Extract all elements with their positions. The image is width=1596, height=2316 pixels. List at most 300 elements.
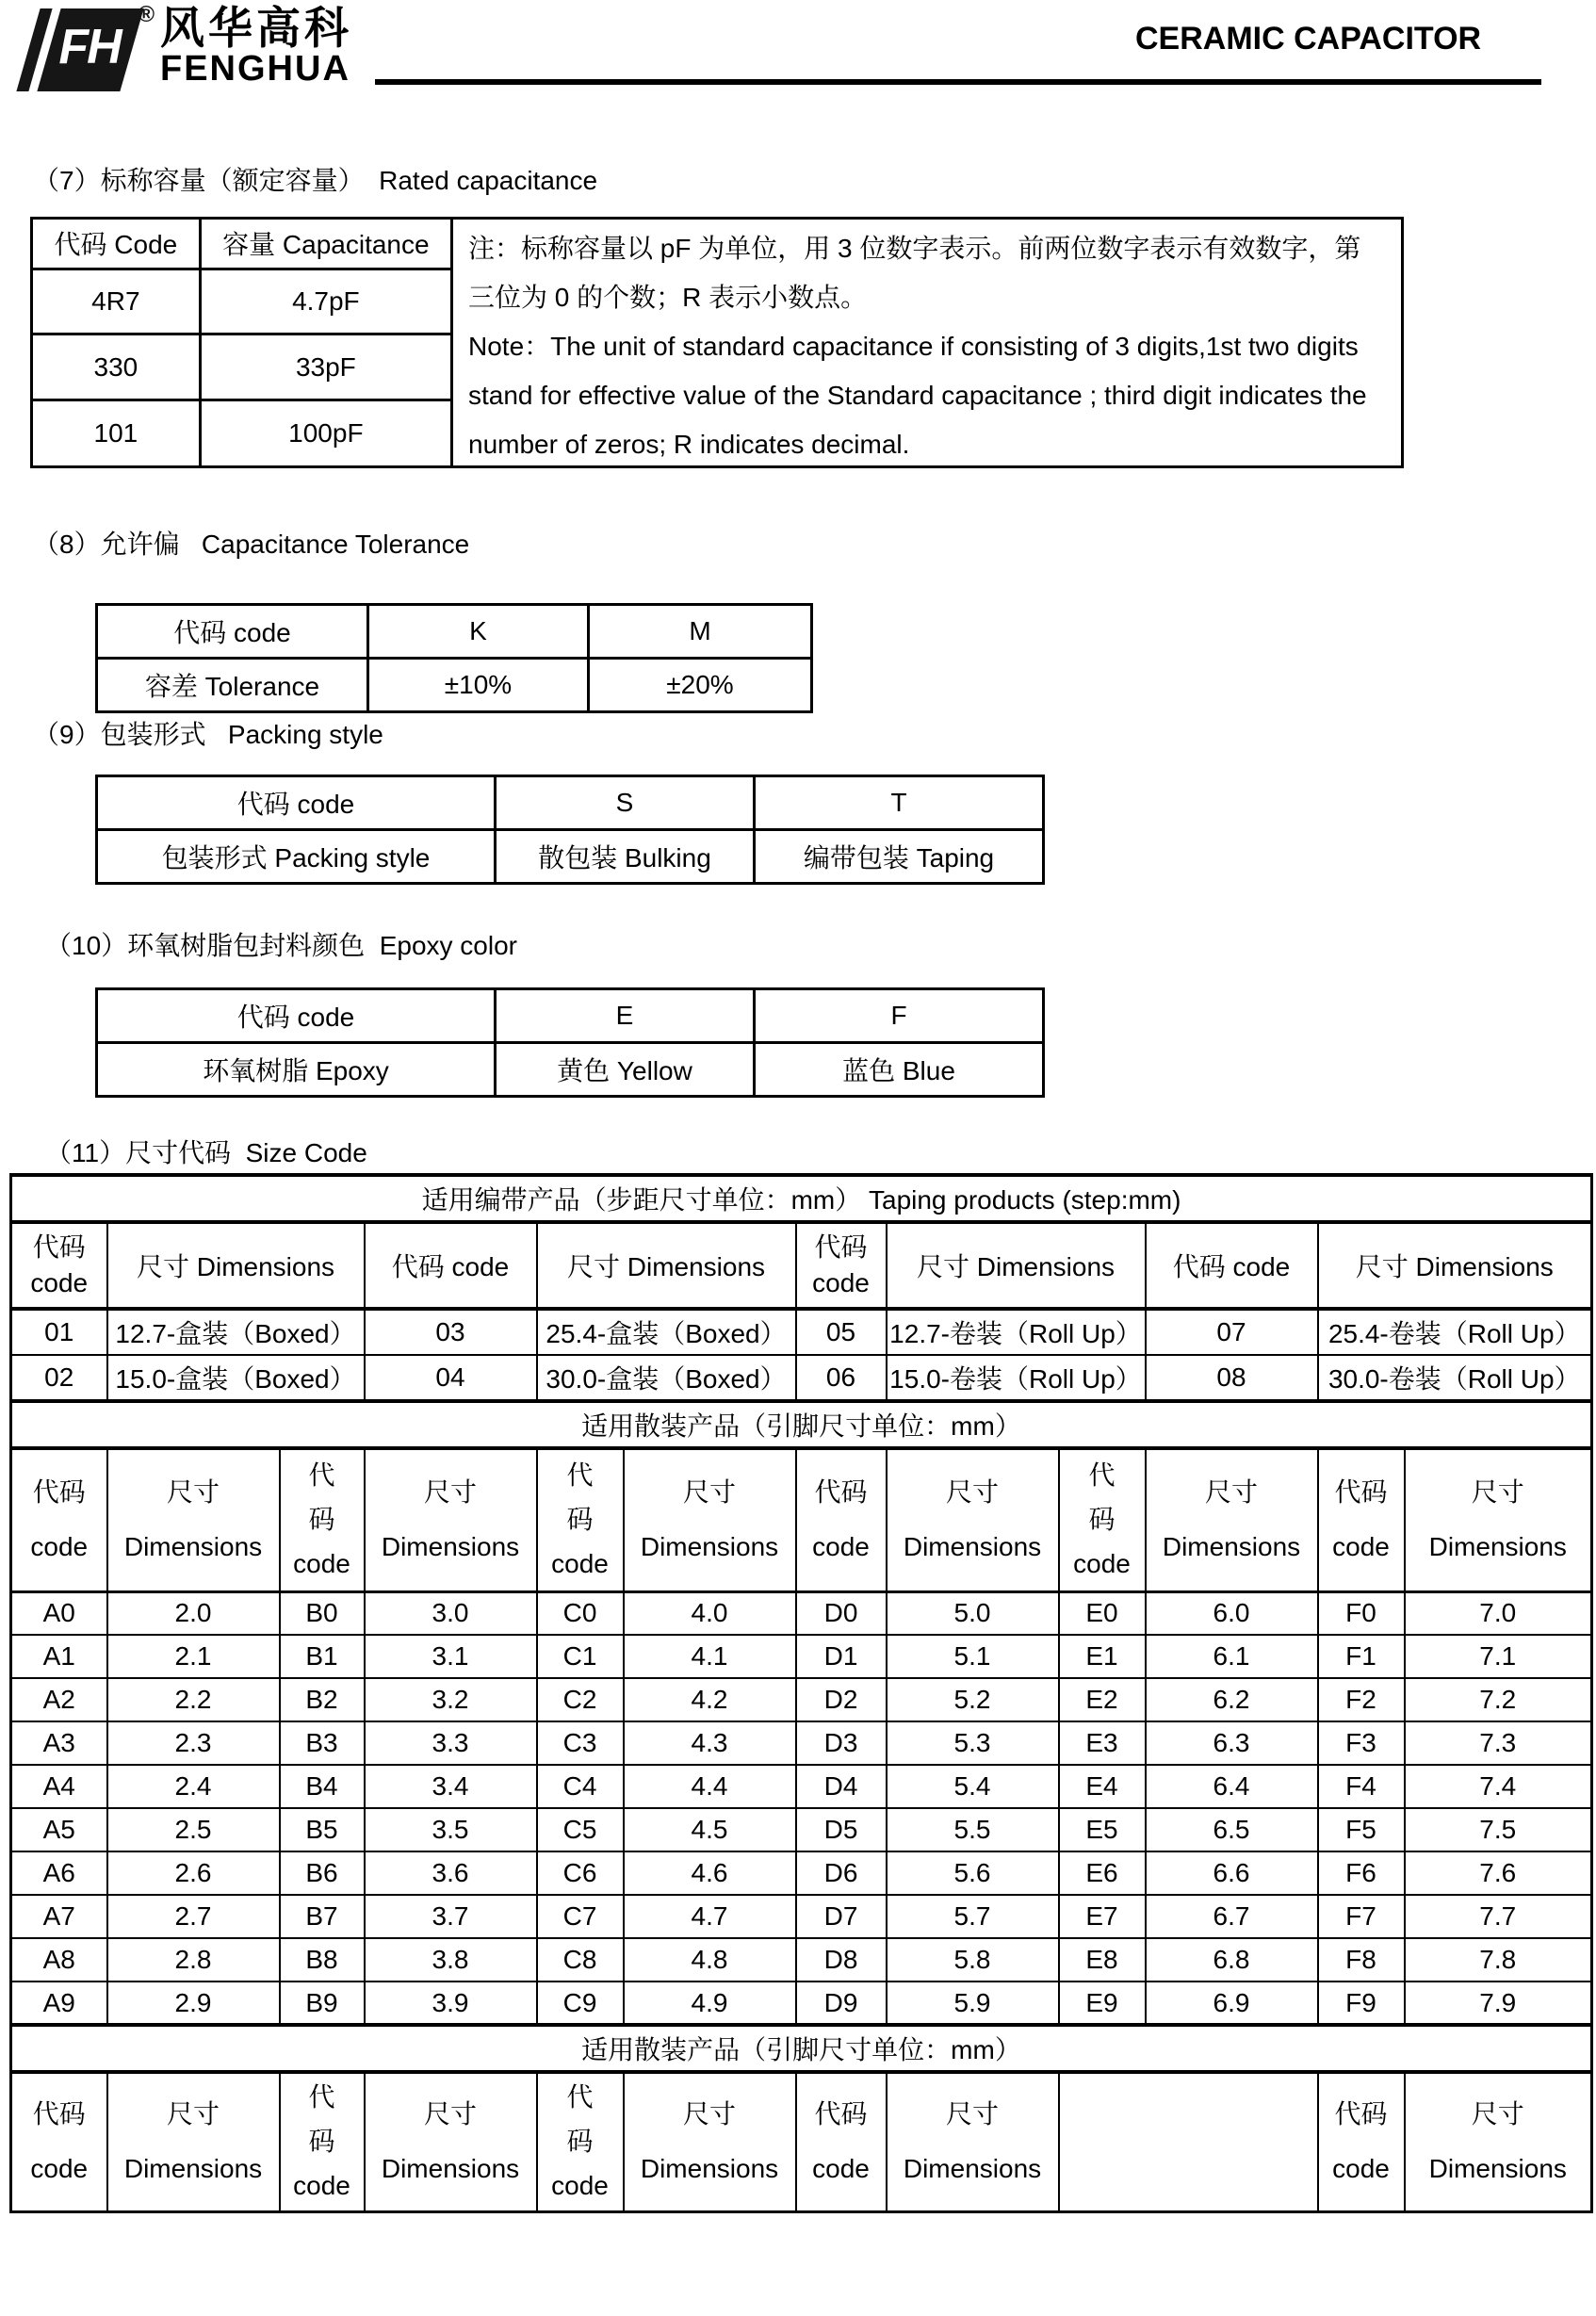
size-dimension-cell: 7.5 — [1405, 1808, 1592, 1851]
col-header-dim-cn: 尺寸 — [166, 1477, 220, 1508]
size-dimension-cell: 6.5 — [1146, 1808, 1318, 1851]
code-cell: 330 — [33, 334, 200, 400]
col-header-code-cn: 代码 — [814, 1231, 868, 1262]
size-code-cell: F8 — [1318, 1938, 1405, 1982]
col-header-code-en: code — [1332, 2154, 1390, 2184]
size-code-cell: D2 — [796, 1678, 887, 1721]
value-cell: 编带包装 Taping — [755, 830, 1044, 884]
row-label-cell: 代码 code — [97, 776, 496, 830]
col-header-dim-en: Dimensions — [903, 1532, 1042, 1562]
column-header-code: 代码 Code — [33, 220, 200, 269]
size-code-cell: C1 — [537, 1635, 624, 1678]
row-label-cell: 代码 code — [97, 605, 368, 659]
size-code-cell: E8 — [1059, 1938, 1146, 1982]
size-code-cell: E3 — [1059, 1721, 1146, 1765]
size-code-cell: D1 — [796, 1635, 887, 1678]
bulk-header-row — [11, 1448, 1592, 1591]
col-header-dim-en: Dimensions — [1428, 1532, 1567, 1562]
size-dimension-cell: 3.9 — [365, 1982, 537, 2025]
capacitance-cell: 33pF — [200, 334, 451, 400]
taping-section-title-row — [11, 1175, 1592, 1222]
size-code-cell: D3 — [796, 1721, 887, 1765]
logo-fh-monogram: FH — [58, 20, 121, 74]
col-header-dim-cn: 尺寸 — [1204, 1477, 1258, 1508]
size-dimension-cell: 7.1 — [1405, 1635, 1592, 1678]
col-header-dim-en: Dimensions — [1428, 2154, 1567, 2184]
value-cell: 黄色 Yellow — [496, 1043, 755, 1097]
size-code-cell: A3 — [11, 1721, 107, 1765]
size-dimension-cell: 6.6 — [1146, 1851, 1318, 1895]
col-header-code-cn: 代 — [308, 1460, 335, 1490]
section-7-heading: （7）标称容量（额定容量） Rated capacitance — [33, 166, 598, 195]
code-cell: 101 — [33, 400, 200, 465]
col-header-code-cn: 码 — [1088, 1505, 1116, 1535]
col-header-code — [537, 2072, 624, 2211]
size-dimension-cell: 7.3 — [1405, 1721, 1592, 1765]
col-header-code — [796, 2072, 887, 2211]
col-header-code-en: code — [1332, 1532, 1390, 1562]
col-header-dim-en: Dimensions — [123, 1532, 263, 1562]
size-dimension-cell: 4.2 — [624, 1678, 796, 1721]
col-header-dimensions — [624, 2072, 796, 2211]
size-code-cell: B0 — [280, 1591, 365, 1635]
taping-dimensions-cell: 30.0-盒装（Boxed） — [537, 1355, 796, 1401]
col-header-code-cn: 代 — [308, 2081, 335, 2112]
col-header-code-cn: 代码 — [32, 1231, 86, 1262]
size-code-cell: F0 — [1318, 1591, 1405, 1635]
size-code-cell: C8 — [537, 1938, 624, 1982]
taping-dimensions-cell: 25.4-盒装（Boxed） — [537, 1309, 796, 1355]
bulk-section-2-title-row — [11, 2025, 1592, 2072]
fenghua-logo-icon — [26, 2, 155, 92]
size-code-cell: C6 — [537, 1851, 624, 1895]
table-row — [97, 776, 1044, 830]
row-label-cell: 容差 Tolerance — [97, 659, 368, 712]
size-code-cell: B8 — [280, 1938, 365, 1982]
col-header-code — [11, 2072, 107, 2211]
size-code-row — [11, 1678, 1592, 1721]
col-header-dim-cn: 尺寸 — [945, 1477, 999, 1508]
col-header-dim-cn: 尺寸 — [1471, 2099, 1524, 2129]
size-code-cell: E7 — [1059, 1895, 1146, 1938]
size-code-cell: A8 — [11, 1938, 107, 1982]
size-dimension-cell: 5.5 — [887, 1808, 1059, 1851]
table-row — [33, 269, 452, 334]
col-header-dimensions: 尺寸 Dimensions — [107, 1222, 365, 1309]
col-header-code-cn: 码 — [308, 1505, 335, 1535]
size-code-cell: E0 — [1059, 1591, 1146, 1635]
size-code-cell: B3 — [280, 1721, 365, 1765]
col-header-dimensions — [624, 1448, 796, 1591]
size-code-row — [11, 1591, 1592, 1635]
value-cell: M — [589, 605, 812, 659]
size-code-cell: B6 — [280, 1851, 365, 1895]
col-header-code — [280, 1448, 365, 1591]
size-dimension-cell: 3.3 — [365, 1721, 537, 1765]
size-dimension-cell: 4.6 — [624, 1851, 796, 1895]
size-dimension-cell: 2.7 — [107, 1895, 280, 1938]
size-code-cell: E2 — [1059, 1678, 1146, 1721]
rated-capacitance-grid — [33, 220, 453, 465]
col-header-dimensions: 尺寸 Dimensions — [1318, 1222, 1592, 1309]
note-text-cn: 注：标称容量以 pF 为单位，用 3 位数字表示。前两位数字表示有效数字，第三位为 0 的个数；R 表示小数点。 — [468, 234, 1361, 312]
size-code-cell: D4 — [796, 1765, 887, 1808]
col-header-dimensions — [365, 2072, 537, 2211]
col-header-code-en: code — [812, 2154, 870, 2184]
col-header-dim-cn: 尺寸 — [1471, 1477, 1524, 1508]
col-header-code-cn: 代码 — [32, 1477, 86, 1508]
col-header-dim-en: Dimensions — [903, 2154, 1042, 2184]
size-dimension-cell: 3.4 — [365, 1765, 537, 1808]
size-code-row — [11, 1808, 1592, 1851]
size-dimension-cell: 2.9 — [107, 1982, 280, 2025]
size-code-cell: A2 — [11, 1678, 107, 1721]
col-header-dimensions: 尺寸 Dimensions — [537, 1222, 796, 1309]
bulk-section-title-row — [11, 1401, 1592, 1448]
col-header-dim-cn: 尺寸 — [423, 2099, 477, 2129]
col-header-code — [1059, 1448, 1146, 1591]
table-row — [97, 605, 812, 659]
row-label-cell: 代码 code — [97, 989, 496, 1043]
size-dimension-cell: 3.2 — [365, 1678, 537, 1721]
col-header-code-cn: 代码 — [814, 1477, 868, 1508]
taping-dimensions-cell: 25.4-卷装（Roll Up） — [1318, 1309, 1592, 1355]
size-dimension-cell: 6.4 — [1146, 1765, 1318, 1808]
col-header-dimensions — [1405, 1448, 1592, 1591]
size-dimension-cell: 7.4 — [1405, 1765, 1592, 1808]
row-label-cell: 环氧树脂 Epoxy — [97, 1043, 496, 1097]
size-dimension-cell: 5.4 — [887, 1765, 1059, 1808]
size-code-cell: F2 — [1318, 1678, 1405, 1721]
col-header-code — [537, 1448, 624, 1591]
size-code-cell: A4 — [11, 1765, 107, 1808]
table-row — [97, 989, 1044, 1043]
packing-style-table — [95, 775, 1045, 885]
size-code-cell: B1 — [280, 1635, 365, 1678]
size-code-row — [11, 1635, 1592, 1678]
size-dimension-cell: 2.3 — [107, 1721, 280, 1765]
table-header-row — [33, 220, 452, 269]
table-row — [33, 400, 452, 465]
size-code-cell: D6 — [796, 1851, 887, 1895]
bulk-section-title: 适用散装产品（引脚尺寸单位：mm） — [11, 1401, 1592, 1448]
size-dimension-cell: 7.2 — [1405, 1678, 1592, 1721]
taping-dimensions-cell: 15.0-卷装（Roll Up） — [887, 1355, 1146, 1401]
size-code-cell: F6 — [1318, 1851, 1405, 1895]
col-header-code-cn: 代码 — [32, 2099, 86, 2129]
size-dimension-cell: 4.9 — [624, 1982, 796, 2025]
size-dimension-cell: 7.7 — [1405, 1895, 1592, 1938]
size-dimension-cell: 3.6 — [365, 1851, 537, 1895]
size-dimension-cell: 4.1 — [624, 1635, 796, 1678]
size-code-row — [11, 1765, 1592, 1808]
empty-header-cell — [1059, 2072, 1318, 2211]
col-header-code-cn: 代 — [566, 2081, 594, 2112]
col-header-dimensions — [887, 2072, 1059, 2211]
size-code-cell: C5 — [537, 1808, 624, 1851]
size-dimension-cell: 2.0 — [107, 1591, 280, 1635]
capacitance-note — [453, 220, 1401, 465]
col-header-code-en: code — [812, 1268, 870, 1297]
col-header-dim-cn: 尺寸 — [682, 1477, 736, 1508]
value-cell: T — [755, 776, 1044, 830]
value-cell: 散包装 Bulking — [496, 830, 755, 884]
col-header-dimensions — [887, 1448, 1059, 1591]
size-code-cell: C7 — [537, 1895, 624, 1938]
note-text-en: Note：The unit of standard capacitance if consisting of 3 digits,1st two digits stand for effective value of the Standard capacitance ; third digit indicates the number of zeros; R indicates decimal. — [468, 332, 1367, 459]
taping-dimensions-cell: 15.0-盒装（Boxed） — [107, 1355, 365, 1401]
value-cell: K — [368, 605, 589, 659]
size-dimension-cell: 6.0 — [1146, 1591, 1318, 1635]
size-code-row — [11, 1938, 1592, 1982]
size-code-cell: B2 — [280, 1678, 365, 1721]
size-code-cell: A6 — [11, 1851, 107, 1895]
bulk-2-header-row — [11, 2072, 1592, 2211]
size-code-cell: D8 — [796, 1938, 887, 1982]
size-dimension-cell: 2.5 — [107, 1808, 280, 1851]
taping-dimensions-cell: 12.7-盒装（Boxed） — [107, 1309, 365, 1355]
size-dimension-cell: 5.6 — [887, 1851, 1059, 1895]
table-row — [97, 659, 812, 712]
size-code-cell: D0 — [796, 1591, 887, 1635]
size-dimension-cell: 2.1 — [107, 1635, 280, 1678]
header-rule — [375, 79, 1541, 85]
col-header-dimensions — [1146, 1448, 1318, 1591]
col-header-code-cn: 代 — [1088, 1460, 1116, 1490]
size-dimension-cell: 6.9 — [1146, 1982, 1318, 2025]
size-code-cell: A5 — [11, 1808, 107, 1851]
taping-code-cell: 06 — [796, 1355, 887, 1401]
size-dimension-cell: 4.4 — [624, 1765, 796, 1808]
value-cell: S — [496, 776, 755, 830]
taping-row — [11, 1355, 1592, 1401]
size-dimension-cell: 6.1 — [1146, 1635, 1318, 1678]
size-dimension-cell: 5.9 — [887, 1982, 1059, 2025]
table-row — [33, 334, 452, 400]
col-header-code-cn: 代码 — [1334, 1477, 1388, 1508]
col-header-code — [11, 1448, 107, 1591]
tolerance-table — [95, 603, 813, 713]
col-header-dim-cn: 尺寸 — [423, 1477, 477, 1508]
col-header-dim-en: Dimensions — [381, 1532, 520, 1562]
registered-trademark-icon: ® — [138, 2, 155, 27]
taping-dimensions-cell: 12.7-卷装（Roll Up） — [887, 1309, 1146, 1355]
brand-name-en: FENGHUA — [160, 48, 350, 89]
size-dimension-cell: 5.8 — [887, 1938, 1059, 1982]
size-dimension-cell: 7.8 — [1405, 1938, 1592, 1982]
col-header-code-cn: 码 — [566, 1505, 594, 1535]
size-dimension-cell: 6.2 — [1146, 1678, 1318, 1721]
col-header-code-cn: 码 — [308, 2127, 335, 2157]
size-code-cell: A0 — [11, 1591, 107, 1635]
col-header-dimensions: 尺寸 Dimensions — [887, 1222, 1146, 1309]
size-dimension-cell: 5.2 — [887, 1678, 1059, 1721]
size-dimension-cell: 7.0 — [1405, 1591, 1592, 1635]
taping-section-title: 适用编带产品（步距尺寸单位：mm） Taping products (step:mm) — [11, 1175, 1592, 1222]
taping-row — [11, 1309, 1592, 1355]
value-cell: 蓝色 Blue — [755, 1043, 1044, 1097]
size-dimension-cell: 2.2 — [107, 1678, 280, 1721]
table-row — [97, 1043, 1044, 1097]
taping-code-cell: 08 — [1146, 1355, 1318, 1401]
col-header-dim-cn: 尺寸 — [945, 2099, 999, 2129]
col-header-dim-en: Dimensions — [1162, 1532, 1301, 1562]
col-header-dim-en: Dimensions — [381, 2154, 520, 2184]
col-header-dimensions — [107, 2072, 280, 2211]
size-code-cell: F7 — [1318, 1895, 1405, 1938]
size-code-cell: E4 — [1059, 1765, 1146, 1808]
taping-code-cell: 03 — [365, 1309, 537, 1355]
col-header-code — [1318, 2072, 1405, 2211]
col-header-code-cn: 代码 — [1334, 2099, 1388, 2129]
taping-dimensions-cell: 30.0-卷装（Roll Up） — [1318, 1355, 1592, 1401]
size-code-cell: F4 — [1318, 1765, 1405, 1808]
taping-code-cell: 07 — [1146, 1309, 1318, 1355]
col-header-dimensions — [107, 1448, 280, 1591]
col-header-code-en: code — [30, 2154, 89, 2184]
size-dimension-cell: 2.6 — [107, 1851, 280, 1895]
size-code-cell: B9 — [280, 1982, 365, 2025]
col-header-dim-en: Dimensions — [640, 1532, 779, 1562]
col-header-dim-en: Dimensions — [640, 2154, 779, 2184]
size-code-cell: A1 — [11, 1635, 107, 1678]
document-title: CERAMIC CAPACITOR — [1135, 21, 1482, 57]
taping-code-cell: 01 — [11, 1309, 107, 1355]
size-dimension-cell: 3.5 — [365, 1808, 537, 1851]
code-cell: 4R7 — [33, 269, 200, 334]
col-header-code-en: code — [30, 1532, 89, 1562]
section-10-heading: （10）环氧树脂包封料颜色 Epoxy color — [45, 931, 517, 960]
col-header-code-en: code — [551, 2171, 609, 2201]
size-dimension-cell: 4.3 — [624, 1721, 796, 1765]
size-code-cell: A7 — [11, 1895, 107, 1938]
section-8-heading: （8）允许偏 Capacitance Tolerance — [33, 530, 470, 559]
size-dimension-cell: 5.0 — [887, 1591, 1059, 1635]
value-cell: E — [496, 989, 755, 1043]
capacitance-cell: 4.7pF — [200, 269, 451, 334]
size-dimension-cell: 3.1 — [365, 1635, 537, 1678]
brand-name-cn: 风华高科 — [160, 3, 352, 53]
value-cell: F — [755, 989, 1044, 1043]
size-code-cell: E5 — [1059, 1808, 1146, 1851]
size-dimension-cell: 7.6 — [1405, 1851, 1592, 1895]
col-header-code-en: code — [812, 1532, 870, 1562]
size-dimension-cell: 6.3 — [1146, 1721, 1318, 1765]
size-dimension-cell: 4.7 — [624, 1895, 796, 1938]
col-header-code — [280, 2072, 365, 2211]
col-header-code-en: code — [1073, 1549, 1131, 1579]
size-code-cell: D9 — [796, 1982, 887, 2025]
size-code-cell: C9 — [537, 1982, 624, 2025]
size-code-cell: B7 — [280, 1895, 365, 1938]
taping-code-cell: 02 — [11, 1355, 107, 1401]
size-code-cell: C4 — [537, 1765, 624, 1808]
row-label-cell: 包装形式 Packing style — [97, 830, 496, 884]
col-header-dim-cn: 尺寸 — [166, 2099, 220, 2129]
size-code-cell: E9 — [1059, 1982, 1146, 2025]
size-dimension-cell: 3.7 — [365, 1895, 537, 1938]
size-code-cell: F5 — [1318, 1808, 1405, 1851]
taping-header-row — [11, 1222, 1592, 1309]
capacitance-cell: 100pF — [200, 400, 451, 465]
col-header-dim-en: Dimensions — [123, 2154, 263, 2184]
size-code-cell: C3 — [537, 1721, 624, 1765]
col-header-code-en: code — [551, 1549, 609, 1579]
size-dimension-cell: 6.7 — [1146, 1895, 1318, 1938]
size-dimension-cell: 6.8 — [1146, 1938, 1318, 1982]
col-header-dimensions — [365, 1448, 537, 1591]
size-dimension-cell: 2.8 — [107, 1938, 280, 1982]
size-code-row — [11, 1895, 1592, 1938]
taping-code-cell: 05 — [796, 1309, 887, 1355]
size-dimension-cell: 5.1 — [887, 1635, 1059, 1678]
epoxy-color-table — [95, 987, 1045, 1098]
size-dimension-cell: 2.4 — [107, 1765, 280, 1808]
size-dimension-cell: 4.8 — [624, 1938, 796, 1982]
col-header-code-cn: 代 — [566, 1460, 594, 1490]
size-dimension-cell: 5.7 — [887, 1895, 1059, 1938]
brand-logo — [26, 2, 352, 92]
value-cell: ±20% — [589, 659, 812, 712]
size-dimension-cell: 7.9 — [1405, 1982, 1592, 2025]
size-code-cell: F1 — [1318, 1635, 1405, 1678]
col-header-code-en: code — [293, 2171, 350, 2201]
size-code-cell: F9 — [1318, 1982, 1405, 2025]
size-dimension-cell: 3.0 — [365, 1591, 537, 1635]
col-header-code-en: code — [293, 1549, 350, 1579]
size-dimension-cell: 3.8 — [365, 1938, 537, 1982]
size-dimension-cell: 4.5 — [624, 1808, 796, 1851]
value-cell: ±10% — [368, 659, 589, 712]
rated-capacitance-table — [30, 217, 1404, 468]
col-header-code-cn: 代码 — [814, 2099, 868, 2129]
size-code-cell: E6 — [1059, 1851, 1146, 1895]
brand-text — [160, 3, 352, 89]
size-dimension-cell: 4.0 — [624, 1591, 796, 1635]
size-code-cell: D5 — [796, 1808, 887, 1851]
column-header-capacitance: 容量 Capacitance — [200, 220, 451, 269]
section-11-heading: （11）尺寸代码 Size Code — [45, 1138, 367, 1167]
section-9-heading: （9）包装形式 Packing style — [33, 720, 383, 749]
size-dimension-cell: 5.3 — [887, 1721, 1059, 1765]
col-header-dim-cn: 尺寸 — [682, 2099, 736, 2129]
size-code-row — [11, 1851, 1592, 1895]
col-header-code — [11, 1222, 107, 1309]
col-header-code — [796, 1222, 887, 1309]
col-header-dimensions — [1405, 2072, 1592, 2211]
table-row — [97, 830, 1044, 884]
size-code-table — [9, 1173, 1593, 2213]
taping-code-cell: 04 — [365, 1355, 537, 1401]
col-header-code: 代码 code — [365, 1222, 537, 1309]
size-code-cell: B4 — [280, 1765, 365, 1808]
col-header-code-cn: 码 — [566, 2127, 594, 2157]
size-code-cell: C0 — [537, 1591, 624, 1635]
col-header-code: 代码 code — [1146, 1222, 1318, 1309]
bulk-section-2-title: 适用散装产品（引脚尺寸单位：mm） — [11, 2025, 1592, 2072]
size-code-cell: A9 — [11, 1982, 107, 2025]
col-header-code — [796, 1448, 887, 1591]
col-header-code — [1318, 1448, 1405, 1591]
size-code-cell: C2 — [537, 1678, 624, 1721]
size-code-cell: D7 — [796, 1895, 887, 1938]
size-code-cell: B5 — [280, 1808, 365, 1851]
size-code-row — [11, 1721, 1592, 1765]
col-header-code-en: code — [30, 1268, 89, 1297]
size-code-row — [11, 1982, 1592, 2025]
size-code-cell: E1 — [1059, 1635, 1146, 1678]
size-code-cell: F3 — [1318, 1721, 1405, 1765]
